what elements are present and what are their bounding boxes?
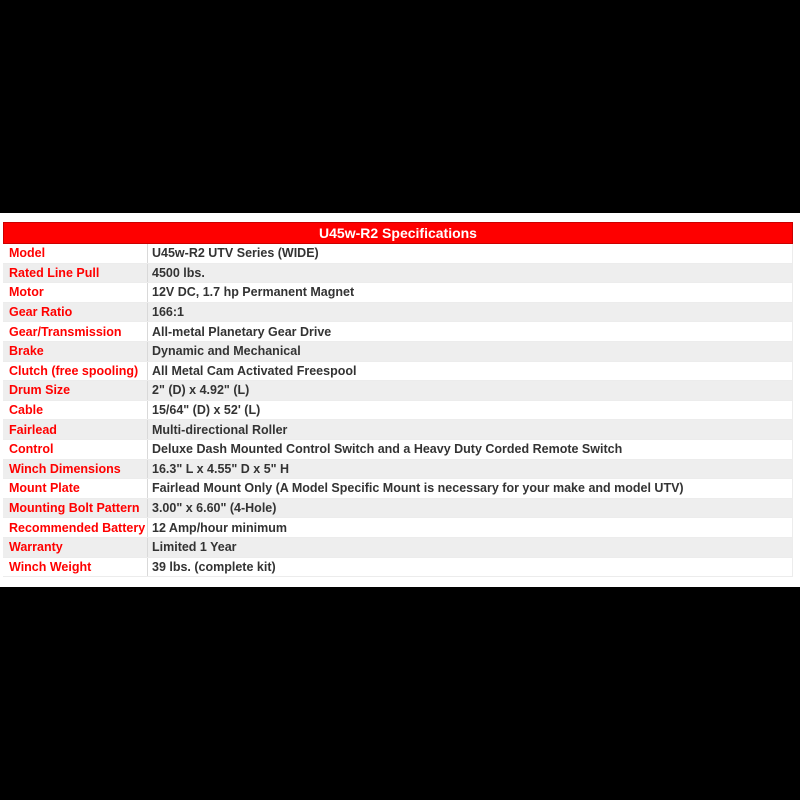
spec-label: Clutch (free spooling) — [9, 363, 139, 378]
spec-value: All Metal Cam Activated Freespool — [147, 362, 792, 381]
spec-label: Warranty — [9, 540, 63, 555]
spec-value: Limited 1 Year — [147, 538, 792, 557]
table-row — [3, 303, 792, 323]
spec-label: Fairlead — [9, 422, 57, 437]
spec-value: Dynamic and Mechanical — [147, 342, 792, 361]
spec-label: Drum Size — [9, 383, 71, 398]
spec-label: Recommended Battery — [9, 520, 146, 535]
spec-value: 2" (D) x 4.92" (L) — [147, 381, 792, 400]
table-row — [3, 401, 792, 421]
content-area — [0, 213, 800, 587]
spec-value: 12 Amp/hour minimum — [147, 518, 792, 537]
table-row — [3, 538, 792, 558]
spec-label: Gear Ratio — [9, 305, 73, 320]
spec-value: Multi-directional Roller — [147, 420, 792, 439]
table-row — [3, 518, 792, 538]
spec-label: Brake — [9, 344, 44, 359]
spec-value: 15/64" (D) x 52' (L) — [147, 401, 792, 420]
table-row — [3, 322, 792, 342]
spec-label: Model — [9, 246, 46, 261]
spec-value: All-metal Planetary Gear Drive — [147, 322, 792, 341]
spec-label: Mounting Bolt Pattern — [9, 501, 140, 516]
table-row — [3, 440, 792, 460]
table-row — [3, 479, 792, 499]
spec-value: U45w-R2 UTV Series (WIDE) — [147, 244, 792, 263]
spec-table-header — [3, 222, 793, 244]
spec-value: 16.3" L x 4.55" D x 5" H — [147, 460, 792, 479]
table-row — [3, 499, 792, 519]
spec-label: Motor — [9, 285, 44, 300]
spec-value: Fairlead Mount Only (A Model Specific Mount is necessary for your make and model UTV) — [147, 479, 792, 498]
table-row — [3, 342, 792, 362]
spec-label: Gear/Transmission — [9, 324, 122, 339]
spec-label: Rated Line Pull — [9, 265, 100, 280]
spec-label: Mount Plate — [9, 481, 80, 496]
spec-value: 3.00" x 6.60" (4-Hole) — [147, 499, 792, 518]
spec-value: 39 lbs. (complete kit) — [147, 558, 792, 577]
spec-label: Cable — [9, 403, 44, 418]
table-row — [3, 264, 792, 284]
table-row — [3, 460, 792, 480]
spec-value: 4500 lbs. — [147, 264, 792, 283]
table-row — [3, 244, 792, 264]
table-row — [3, 558, 792, 578]
spec-value: Deluxe Dash Mounted Control Switch and a Heavy Duty Corded Remote Switch — [147, 440, 792, 459]
table-row — [3, 283, 792, 303]
spec-value: 12V DC, 1.7 hp Permanent Magnet — [147, 283, 792, 302]
table-row — [3, 381, 792, 401]
spec-label: Winch Dimensions — [9, 461, 121, 476]
spec-label: Winch Weight — [9, 559, 92, 574]
table-row — [3, 420, 792, 440]
spec-table-title: U45w-R2 Specifications — [319, 225, 477, 241]
spec-value: 166:1 — [147, 303, 792, 322]
spec-table — [3, 244, 793, 577]
spec-label: Control — [9, 442, 54, 457]
table-row — [3, 362, 792, 382]
